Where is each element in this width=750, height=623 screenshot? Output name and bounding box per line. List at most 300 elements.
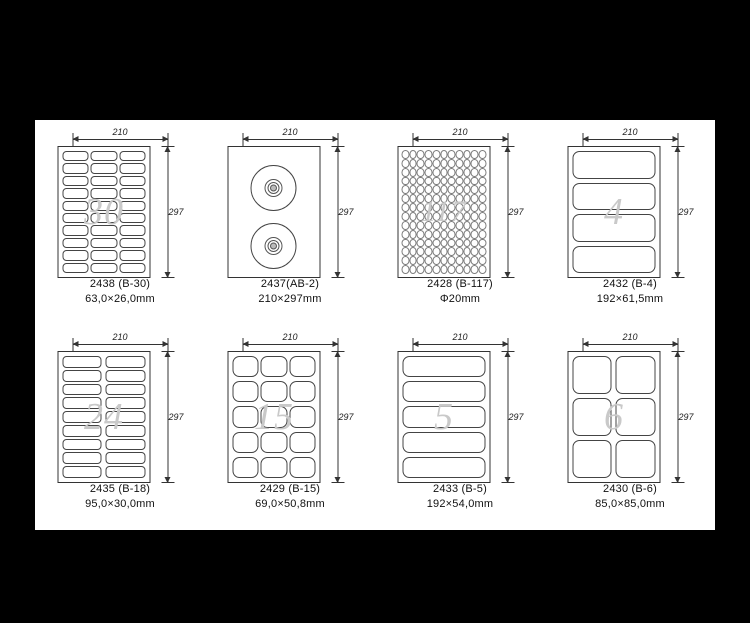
dot-label[interactable] — [440, 230, 448, 239]
dot-label[interactable] — [409, 221, 417, 230]
dot-label[interactable] — [409, 185, 417, 194]
label-cell[interactable] — [616, 398, 655, 436]
label-cell[interactable] — [119, 188, 145, 198]
dot-label[interactable] — [402, 159, 410, 168]
count-watermark: 6 — [603, 396, 624, 438]
height-dimension-label: 297 — [338, 412, 354, 422]
dot-label[interactable] — [463, 150, 471, 159]
label-cell[interactable] — [233, 356, 259, 377]
dot-label[interactable] — [479, 185, 487, 194]
dot-label[interactable] — [463, 203, 471, 212]
dot-label[interactable] — [471, 265, 479, 274]
caption-block — [563, 483, 698, 510]
label-cell[interactable] — [106, 397, 145, 409]
dot-label[interactable] — [456, 230, 464, 239]
dot-label[interactable] — [479, 159, 487, 168]
label-size: 85,0×85,0mm — [595, 498, 665, 510]
dot-label[interactable] — [456, 212, 464, 221]
dot-label[interactable] — [425, 150, 433, 159]
arrow-up-icon — [674, 351, 680, 357]
label-cell[interactable] — [573, 246, 656, 274]
arrow-left-icon — [242, 136, 248, 142]
chart-item — [375, 120, 545, 325]
dot-label[interactable] — [479, 265, 487, 274]
dot-label[interactable] — [402, 177, 410, 186]
dimension-line — [72, 344, 168, 345]
sheet-diagram — [398, 128, 523, 278]
dot-label[interactable] — [463, 159, 471, 168]
dot-label[interactable] — [432, 168, 440, 177]
dot-label[interactable] — [471, 221, 479, 230]
label-cell[interactable] — [289, 356, 315, 377]
dot-label[interactable] — [448, 221, 456, 230]
sheet-preview[interactable] — [568, 146, 661, 278]
dot-label[interactable] — [448, 203, 456, 212]
label-cell[interactable] — [106, 466, 145, 478]
dot-label[interactable] — [402, 212, 410, 221]
label-cell[interactable] — [289, 381, 315, 402]
label-cell[interactable] — [289, 406, 315, 427]
dot-label[interactable] — [440, 177, 448, 186]
arrow-right-icon — [162, 341, 168, 347]
dot-label[interactable] — [448, 194, 456, 203]
dot-label[interactable] — [471, 168, 479, 177]
dot-label[interactable] — [417, 150, 425, 159]
dot-label[interactable] — [440, 203, 448, 212]
label-cell[interactable] — [233, 381, 259, 402]
label-cell[interactable] — [261, 406, 287, 427]
label-cell[interactable] — [91, 225, 117, 235]
dot-label[interactable] — [463, 212, 471, 221]
arrow-right-icon — [332, 136, 338, 142]
dot-label[interactable] — [456, 203, 464, 212]
caption-block — [223, 483, 358, 510]
dot-label[interactable] — [440, 221, 448, 230]
dot-label[interactable] — [471, 212, 479, 221]
dot-label[interactable] — [440, 212, 448, 221]
product-code: 2428 (B-117) — [427, 278, 493, 290]
dot-label[interactable] — [440, 159, 448, 168]
dot-label[interactable] — [425, 194, 433, 203]
chart-item — [35, 120, 205, 325]
label-cell[interactable] — [91, 250, 117, 260]
dot-label[interactable] — [425, 221, 433, 230]
label-cell[interactable] — [91, 188, 117, 198]
chart-item — [205, 325, 375, 530]
dot-label[interactable] — [425, 230, 433, 239]
dot-label[interactable] — [471, 239, 479, 248]
height-dimension — [154, 351, 182, 483]
dot-label[interactable] — [409, 177, 417, 186]
dot-label[interactable] — [440, 194, 448, 203]
dot-label[interactable] — [479, 177, 487, 186]
dot-label[interactable] — [425, 247, 433, 256]
label-cell[interactable] — [289, 457, 315, 478]
label-cell[interactable] — [63, 176, 89, 186]
dot-label[interactable] — [456, 150, 464, 159]
dot-label[interactable] — [448, 168, 456, 177]
dot-label[interactable] — [448, 256, 456, 265]
label-size: 95,0×30,0mm — [85, 498, 155, 510]
dot-label[interactable] — [402, 265, 410, 274]
arrow-left-icon — [242, 341, 248, 347]
dot-label[interactable] — [456, 265, 464, 274]
dot-label[interactable] — [471, 203, 479, 212]
dot-label[interactable] — [432, 159, 440, 168]
dot-label[interactable] — [456, 194, 464, 203]
dot-label[interactable] — [409, 194, 417, 203]
product-code: 2429 (B-15) — [259, 483, 321, 495]
dot-label[interactable] — [448, 247, 456, 256]
cd-label-icon[interactable] — [251, 165, 297, 211]
dot-label[interactable] — [456, 247, 464, 256]
dot-label[interactable] — [409, 159, 417, 168]
dot-label[interactable] — [417, 185, 425, 194]
dot-label[interactable] — [471, 185, 479, 194]
arrow-right-icon — [162, 136, 168, 142]
label-cell[interactable] — [261, 457, 287, 478]
dot-label[interactable] — [463, 265, 471, 274]
dot-label[interactable] — [479, 221, 487, 230]
dot-label[interactable] — [409, 203, 417, 212]
cd-hole — [270, 243, 277, 250]
height-dimension-label: 297 — [168, 412, 184, 422]
dot-label[interactable] — [432, 247, 440, 256]
label-cell[interactable] — [119, 263, 145, 273]
label-cell[interactable] — [91, 213, 117, 223]
dot-label[interactable] — [402, 256, 410, 265]
sheet-row — [568, 351, 693, 483]
caption-block — [53, 278, 188, 305]
dot-label[interactable] — [425, 159, 433, 168]
dot-label[interactable] — [425, 239, 433, 248]
product-code: 2432 (B-4) — [603, 278, 657, 290]
dot-label[interactable] — [463, 168, 471, 177]
label-grid — [59, 352, 150, 482]
dot-label[interactable] — [425, 212, 433, 221]
dot-label[interactable] — [417, 159, 425, 168]
chart-item — [545, 325, 715, 530]
dot-label[interactable] — [448, 185, 456, 194]
label-cell[interactable] — [63, 151, 89, 161]
dot-label[interactable] — [479, 247, 487, 256]
dot-label[interactable] — [409, 247, 417, 256]
dot-label[interactable] — [409, 212, 417, 221]
label-cell[interactable] — [573, 440, 612, 478]
sheet-diagram — [228, 333, 353, 483]
height-dimension-label: 297 — [678, 207, 694, 217]
sheet-preview[interactable] — [568, 351, 661, 483]
dot-label[interactable] — [417, 177, 425, 186]
dot-label[interactable] — [463, 230, 471, 239]
label-cell[interactable] — [91, 176, 117, 186]
dot-label[interactable] — [456, 159, 464, 168]
dot-label[interactable] — [417, 256, 425, 265]
label-cell[interactable] — [106, 411, 145, 423]
dot-label[interactable] — [440, 185, 448, 194]
dot-label[interactable] — [425, 265, 433, 274]
label-grid — [569, 147, 660, 277]
label-cell[interactable] — [63, 370, 102, 382]
label-cell[interactable] — [573, 356, 612, 394]
arrow-left-icon — [582, 136, 588, 142]
label-grid — [59, 147, 150, 277]
dot-label[interactable] — [432, 203, 440, 212]
sheet-preview[interactable] — [58, 351, 151, 483]
dot-label[interactable] — [432, 185, 440, 194]
label-cell[interactable] — [63, 225, 89, 235]
dot-label[interactable] — [479, 168, 487, 177]
dot-label[interactable] — [409, 150, 417, 159]
dot-label[interactable] — [402, 194, 410, 203]
dot-label[interactable] — [479, 194, 487, 203]
dot-label[interactable] — [432, 265, 440, 274]
dot-label[interactable] — [402, 230, 410, 239]
label-cell[interactable] — [63, 466, 102, 478]
label-chart-grid — [35, 120, 715, 530]
dot-label[interactable] — [425, 203, 433, 212]
label-cell[interactable] — [616, 356, 655, 394]
dot-label[interactable] — [463, 185, 471, 194]
label-cell[interactable] — [91, 238, 117, 248]
dot-label[interactable] — [425, 168, 433, 177]
dot-label[interactable] — [417, 168, 425, 177]
dot-label[interactable] — [402, 247, 410, 256]
dot-label[interactable] — [471, 159, 479, 168]
label-cell[interactable] — [106, 425, 145, 437]
label-cell[interactable] — [616, 440, 655, 478]
dimension-line — [72, 139, 168, 140]
label-cell[interactable] — [119, 250, 145, 260]
label-cell[interactable] — [106, 452, 145, 464]
label-cell[interactable] — [63, 356, 102, 368]
dot-label[interactable] — [409, 230, 417, 239]
label-cell[interactable] — [119, 151, 145, 161]
dot-label[interactable] — [425, 185, 433, 194]
sheet-preview[interactable] — [398, 146, 491, 278]
arrow-up-icon — [674, 146, 680, 152]
label-cell[interactable] — [63, 213, 89, 223]
label-cell[interactable] — [233, 457, 259, 478]
dot-label[interactable] — [402, 239, 410, 248]
label-cell[interactable] — [119, 238, 145, 248]
dot-label[interactable] — [471, 150, 479, 159]
dot-label[interactable] — [479, 150, 487, 159]
height-dimension-label: 297 — [338, 207, 354, 217]
dot-label[interactable] — [402, 185, 410, 194]
sheet-preview[interactable] — [398, 351, 491, 483]
label-cell[interactable] — [63, 411, 102, 423]
dot-label[interactable] — [479, 212, 487, 221]
dot-label[interactable] — [402, 150, 410, 159]
arrow-left-icon — [412, 136, 418, 142]
dot-label[interactable] — [402, 203, 410, 212]
dot-label[interactable] — [432, 150, 440, 159]
dot-label[interactable] — [440, 150, 448, 159]
label-cell[interactable] — [261, 432, 287, 453]
sheet-preview[interactable] — [228, 351, 321, 483]
label-cell[interactable] — [261, 381, 287, 402]
dot-label[interactable] — [479, 230, 487, 239]
label-cell[interactable] — [63, 384, 102, 396]
dot-label[interactable] — [402, 168, 410, 177]
dot-label[interactable] — [440, 239, 448, 248]
label-cell[interactable] — [63, 250, 89, 260]
dot-label[interactable] — [432, 239, 440, 248]
height-dimension — [494, 351, 522, 483]
label-cell[interactable] — [91, 201, 117, 211]
label-cell[interactable] — [573, 214, 656, 242]
dot-label[interactable] — [463, 177, 471, 186]
dot-label[interactable] — [432, 256, 440, 265]
dot-label[interactable] — [471, 194, 479, 203]
label-cell[interactable] — [106, 439, 145, 451]
dot-label[interactable] — [409, 256, 417, 265]
label-grid — [229, 352, 320, 482]
dot-label[interactable] — [417, 239, 425, 248]
height-dimension — [154, 146, 182, 278]
dot-label[interactable] — [463, 194, 471, 203]
cd-hole — [270, 185, 277, 192]
label-cell[interactable] — [63, 238, 89, 248]
dot-label[interactable] — [463, 221, 471, 230]
dot-label[interactable] — [456, 177, 464, 186]
arrow-left-icon — [72, 341, 78, 347]
dot-label[interactable] — [471, 177, 479, 186]
label-cell[interactable] — [119, 213, 145, 223]
dot-label[interactable] — [456, 168, 464, 177]
label-cell[interactable] — [63, 397, 102, 409]
dot-label[interactable] — [456, 221, 464, 230]
dot-label[interactable] — [425, 177, 433, 186]
dot-label[interactable] — [432, 230, 440, 239]
dot-label[interactable] — [432, 221, 440, 230]
dimension-line — [412, 139, 508, 140]
label-cell[interactable] — [106, 370, 145, 382]
dot-label[interactable] — [440, 265, 448, 274]
label-cell[interactable] — [63, 163, 89, 173]
label-cell[interactable] — [119, 176, 145, 186]
label-cell[interactable] — [63, 425, 102, 437]
dot-label[interactable] — [440, 256, 448, 265]
dot-label[interactable] — [448, 265, 456, 274]
dot-label[interactable] — [479, 256, 487, 265]
label-cell[interactable] — [63, 263, 89, 273]
dot-label[interactable] — [417, 230, 425, 239]
dot-label[interactable] — [417, 265, 425, 274]
dot-label[interactable] — [471, 256, 479, 265]
label-cell[interactable] — [573, 398, 612, 436]
label-cell[interactable] — [106, 356, 145, 368]
label-cell[interactable] — [233, 432, 259, 453]
label-cell[interactable] — [119, 225, 145, 235]
product-code: 2433 (B-5) — [433, 483, 487, 495]
label-cell[interactable] — [63, 439, 102, 451]
label-cell[interactable] — [91, 151, 117, 161]
dot-label[interactable] — [463, 239, 471, 248]
label-cell[interactable] — [119, 163, 145, 173]
width-dimension — [72, 333, 168, 349]
count-watermark: 30 — [83, 191, 124, 233]
arrow-up-icon — [504, 351, 510, 357]
dot-label[interactable] — [448, 239, 456, 248]
caption-block — [563, 278, 698, 305]
dot-label[interactable] — [479, 239, 487, 248]
label-cell[interactable] — [91, 163, 117, 173]
label-grid — [399, 352, 490, 482]
height-dimension — [324, 146, 352, 278]
width-dimension-label: 210 — [279, 332, 300, 342]
cd-label-area — [229, 147, 320, 277]
dot-label[interactable] — [417, 194, 425, 203]
dot-label[interactable] — [471, 230, 479, 239]
height-dimension — [664, 146, 692, 278]
width-dimension-label: 210 — [279, 127, 300, 137]
dot-label[interactable] — [425, 256, 433, 265]
label-cell[interactable] — [403, 432, 486, 453]
dot-label[interactable] — [479, 203, 487, 212]
dot-label[interactable] — [432, 212, 440, 221]
label-cell[interactable] — [63, 452, 102, 464]
dot-label[interactable] — [402, 221, 410, 230]
label-cell[interactable] — [91, 263, 117, 273]
label-cell[interactable] — [573, 151, 656, 179]
count-watermark: 5 — [433, 396, 454, 438]
sheet-diagram — [568, 128, 693, 278]
sheet-preview[interactable] — [228, 146, 321, 278]
dot-label[interactable] — [417, 203, 425, 212]
dot-label[interactable] — [409, 265, 417, 274]
dot-label[interactable] — [409, 239, 417, 248]
label-cell[interactable] — [403, 457, 486, 478]
dot-label[interactable] — [448, 159, 456, 168]
label-cell[interactable] — [261, 356, 287, 377]
label-cell[interactable] — [289, 432, 315, 453]
dot-label[interactable] — [417, 221, 425, 230]
label-cell[interactable] — [63, 201, 89, 211]
dot-label[interactable] — [440, 168, 448, 177]
label-cell[interactable] — [403, 356, 486, 377]
dot-label[interactable] — [409, 168, 417, 177]
label-cell[interactable] — [403, 406, 486, 427]
dot-label[interactable] — [463, 247, 471, 256]
label-cell[interactable] — [233, 406, 259, 427]
dot-label[interactable] — [432, 177, 440, 186]
dot-label[interactable] — [440, 247, 448, 256]
dot-label[interactable] — [463, 256, 471, 265]
sheet-preview[interactable] — [58, 146, 151, 278]
label-cell[interactable] — [119, 201, 145, 211]
label-cell[interactable] — [106, 384, 145, 396]
dot-label[interactable] — [471, 247, 479, 256]
dot-label[interactable] — [417, 247, 425, 256]
dot-label[interactable] — [432, 194, 440, 203]
label-cell[interactable] — [403, 381, 486, 402]
dot-label[interactable] — [417, 212, 425, 221]
label-cell[interactable] — [573, 183, 656, 211]
dot-label[interactable] — [456, 239, 464, 248]
dot-label[interactable] — [448, 212, 456, 221]
dot-label[interactable] — [448, 150, 456, 159]
height-dimension-label: 297 — [508, 412, 524, 422]
height-dimension-label: 297 — [508, 207, 524, 217]
dot-label[interactable] — [456, 185, 464, 194]
dot-label[interactable] — [448, 230, 456, 239]
cd-label-icon[interactable] — [251, 223, 297, 269]
label-cell[interactable] — [63, 188, 89, 198]
dot-label[interactable] — [456, 256, 464, 265]
dot-label[interactable] — [448, 177, 456, 186]
